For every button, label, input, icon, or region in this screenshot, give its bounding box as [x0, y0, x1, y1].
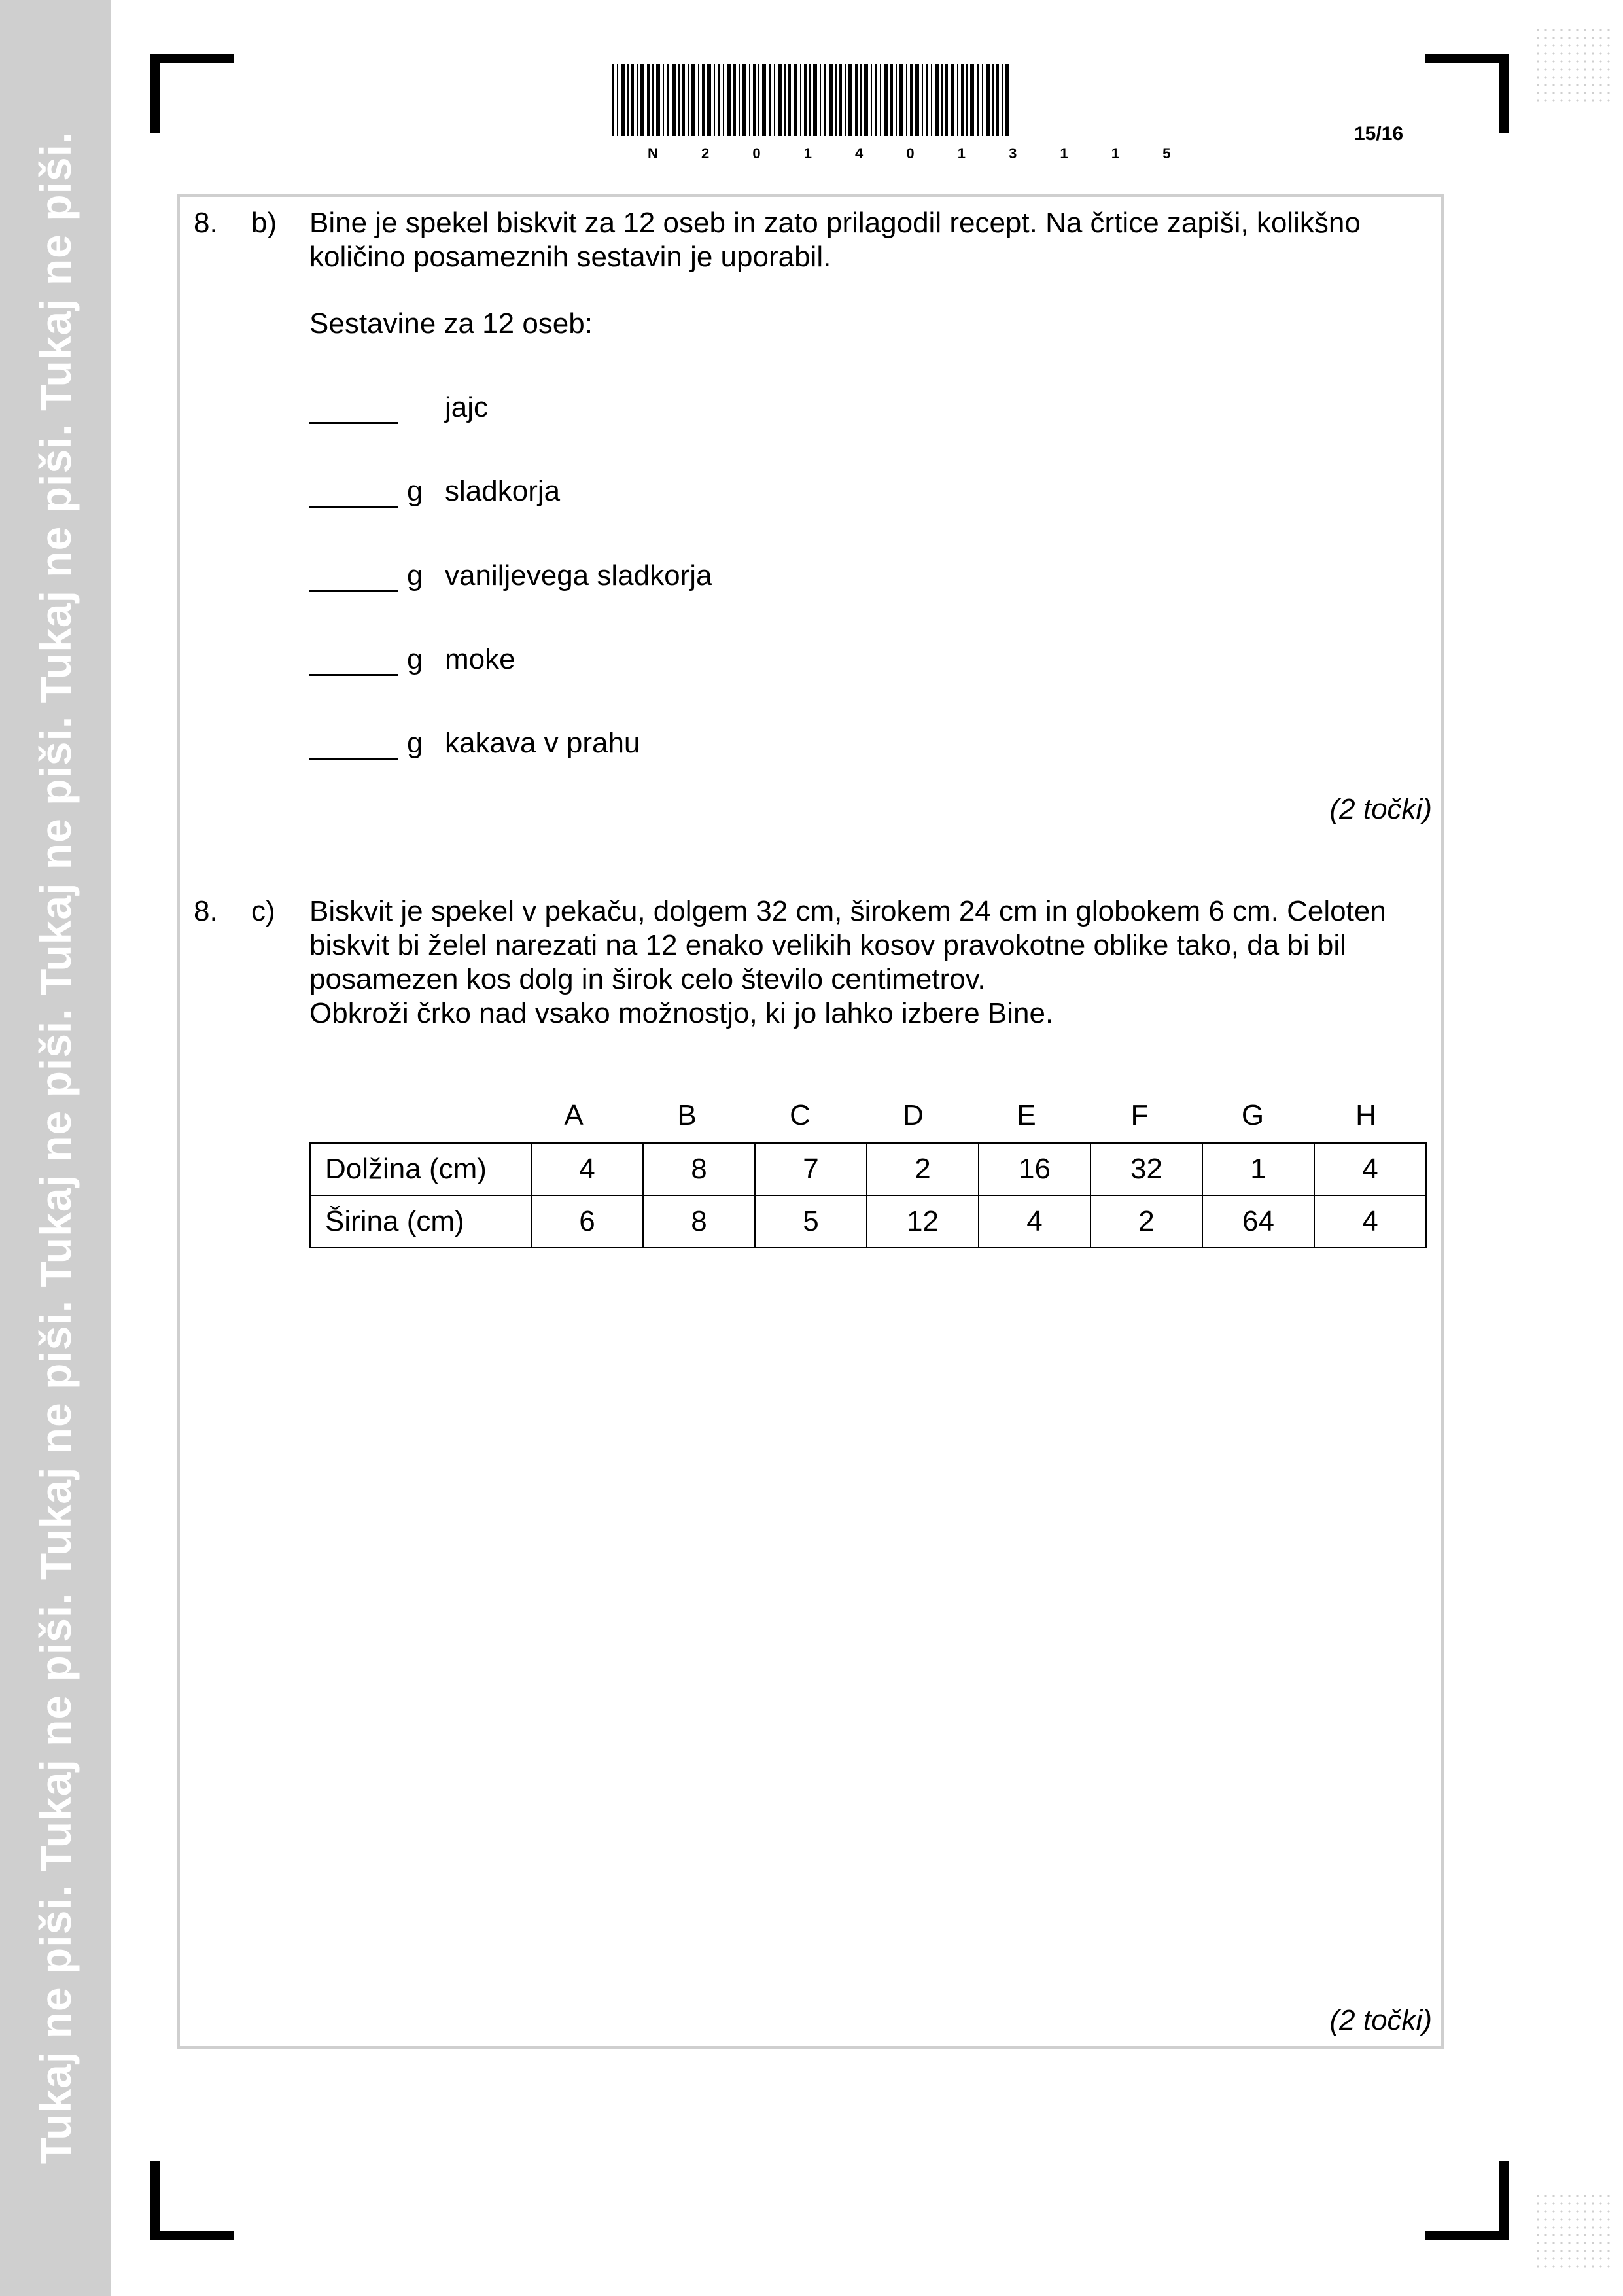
ingredient-unit: g [407, 727, 423, 759]
table-cell: 32 [1091, 1143, 1202, 1195]
answer-blank[interactable] [309, 590, 398, 592]
answer-blank[interactable] [309, 422, 398, 424]
task-b-number: 8. [194, 207, 218, 239]
task-c-letter: c) [251, 895, 275, 927]
task-c-text-line-2: biskvit bi želel narezati na 12 enako velikih kosov pravokotne oblike tako, da bi bil [309, 929, 1346, 961]
answer-blank[interactable] [309, 674, 398, 676]
table-cell: 6 [531, 1195, 643, 1248]
task-b-subtitle: Sestavine za 12 oseb: [309, 308, 593, 340]
task-c-text-line-1: Biskvit je spekel v pekaču, dolgem 32 cm, širokem 24 cm in globokem 6 cm. Celoten [309, 895, 1386, 927]
barcode-number: N 2 0 1 4 0 1 3 1 1 5 [648, 145, 1191, 162]
table-cell: 4 [531, 1143, 643, 1195]
table-cell: 4 [1314, 1143, 1426, 1195]
task-c-text-line-4: Obkroži črko nad vsako možnostjo, ki jo lahko izbere Bine. [309, 997, 1054, 1029]
option-letter-e[interactable]: E [1017, 1099, 1036, 1131]
task-c-number: 8. [194, 895, 218, 927]
table-cell: 16 [979, 1143, 1091, 1195]
option-letter-a[interactable]: A [564, 1099, 584, 1131]
table-cell: 2 [867, 1143, 979, 1195]
option-letter-h[interactable]: H [1355, 1099, 1376, 1131]
task-b-text-line-1: Bine je spekel biskvit za 12 oseb in zato prilagodil recept. Na črtice zapiši, kolikšno [309, 207, 1361, 239]
ingredient-unit: g [407, 559, 423, 592]
table-cell: 64 [1202, 1195, 1314, 1248]
ingredient-unit: g [407, 475, 423, 507]
table-cell: 7 [755, 1143, 867, 1195]
option-letter-f[interactable]: F [1130, 1099, 1149, 1131]
task-b-points: (2 točki) [1329, 793, 1432, 825]
answer-blank[interactable] [309, 506, 398, 508]
table-row [310, 1195, 1426, 1248]
barcode-image [612, 64, 1011, 136]
task-b-letter: b) [251, 207, 277, 239]
row-label: Širina (cm) [310, 1195, 531, 1248]
table-cell: 12 [867, 1195, 979, 1248]
table-cell: 2 [1091, 1195, 1202, 1248]
option-letter-d[interactable]: D [903, 1099, 924, 1131]
option-letter-c[interactable]: C [790, 1099, 811, 1131]
row-label: Dolžina (cm) [310, 1143, 531, 1195]
side-margin-strip [0, 0, 111, 2296]
option-letter-g[interactable]: G [1241, 1099, 1265, 1131]
ingredient-name: moke [445, 643, 515, 675]
table-cell: 8 [643, 1143, 755, 1195]
option-letter-b[interactable]: B [677, 1099, 697, 1131]
side-watermark-text: Tukaj ne piši. Tukaj ne piši. Tukaj ne piši. Tukaj ne piši. Tukaj ne piši. Tukaj ne piši. Tukaj ne piši. [31, 131, 80, 2164]
table-row [310, 1143, 1426, 1195]
table-cell: 1 [1202, 1143, 1314, 1195]
task-b-text-line-2: količino posameznih sestavin je uporabil. [309, 241, 831, 273]
ingredient-name: jajc [445, 391, 489, 423]
ingredient-name: sladkorja [445, 475, 561, 507]
dot-pattern-bottom-right [1534, 2192, 1613, 2270]
task-c-text-line-3: posamezen kos dolg in širok celo število centimetrov. [309, 963, 986, 995]
table-cell: 4 [1314, 1195, 1426, 1248]
table-cell: 4 [979, 1195, 1091, 1248]
dot-pattern-top-right [1534, 26, 1613, 105]
ingredient-name: vaniljevega sladkorja [445, 559, 712, 592]
ingredient-name: kakava v prahu [445, 727, 640, 759]
dimensions-table [309, 1142, 1427, 1248]
page-number: 15/16 [1354, 123, 1404, 145]
answer-blank[interactable] [309, 758, 398, 760]
table-cell: 5 [755, 1195, 867, 1248]
table-cell: 8 [643, 1195, 755, 1248]
task-c-points: (2 točki) [1329, 2004, 1432, 2036]
ingredient-unit: g [407, 643, 423, 675]
